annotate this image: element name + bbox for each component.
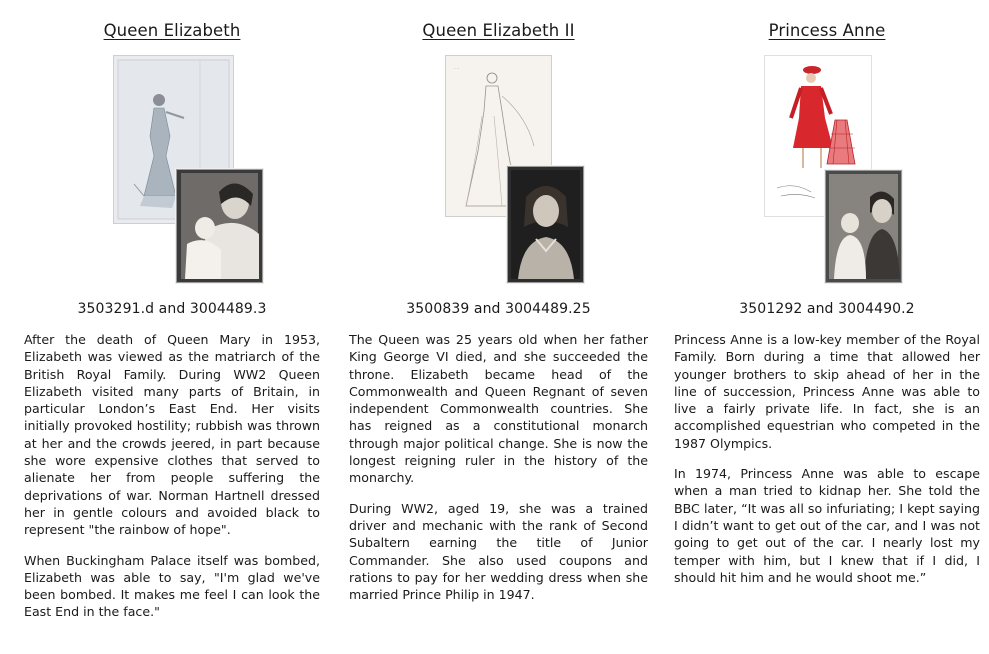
archive-reference: 3503291.d and 3004489.3 [77,301,267,317]
archive-reference: 3500839 and 3004489.25 [406,301,591,317]
paragraph: Princess Anne is a low-key member of the Royal Family. Born during a time that allowed her younger brothers to skip ahead of her in the line of succession, Princess Anne was able to live a fairly private life. In fact, she is an accomplished equestrian who competed in the 1987 Olympics. [674,332,980,451]
paragraph: In 1974, Princess Anne was able to escape when a man tried to kidnap her. She told the BBC later, “It was all so infuriating; I kept saying I didn’t want to get out of the car, and I was not going to get out of the car. I nearly lost my temper with him, but I knew that if I did, I should hit him and he would shoot me.” [674,466,980,585]
svg-text:· ·: · · [454,66,459,72]
paragraph: The Queen was 25 years old when her father King George VI died, and she succeeded the throne. Elizabeth became head of the Commonwealth and Queen Regnant of seven independent Commonwealth countries. She has reigned as a constitutional monarch through major political change. She is now the longest reigning ruler in the history of the monarchy. [349,332,648,486]
column-title: Queen Elizabeth II [422,21,575,40]
baby-photo-image [176,169,263,283]
child-photo-image [825,170,902,283]
portrait-photo-image [507,166,584,283]
column-queen-elizabeth [24,0,320,654]
photo-drawing [826,171,901,282]
column-title: Queen Elizabeth [103,21,241,40]
photo-drawing [177,170,262,282]
column-title: Princess Anne [768,21,886,40]
photo-drawing [508,167,583,282]
column-princess-anne [674,0,980,654]
column-body [24,331,320,634]
column-body [349,331,648,616]
paragraph: After the death of Queen Mary in 1953, Elizabeth was viewed as the matriarch of the British Royal Family. During WW2 Queen Elizabeth visited many parts of Britain, in particular London’s East End. Her visits initially provoked hostility; rubbish was thrown at her and the crowds jeered, in part because she wore expensive clothes that served to alienate her from people suffering the deprivations of war. Norman Hartnell dressed her in gentle colours and avoided black to represent "the rainbow of hope". [24,332,320,538]
paragraph: During WW2, aged 19, she was a trained driver and mechanic with the rank of Second Subaltern earning the title of Junior Commander. She also used coupons and rations to pay for her wedding dress when she married Prince Philip in 1947. [349,500,648,603]
column-queen-elizabeth-ii [349,0,648,654]
paragraph: When Buckingham Palace itself was bombed, Elizabeth was able to say, "I'm glad we've been bombed. It makes me feel I can look the East End in the face." [24,552,320,620]
archive-reference: 3501292 and 3004490.2 [739,301,915,317]
column-body [674,331,980,599]
